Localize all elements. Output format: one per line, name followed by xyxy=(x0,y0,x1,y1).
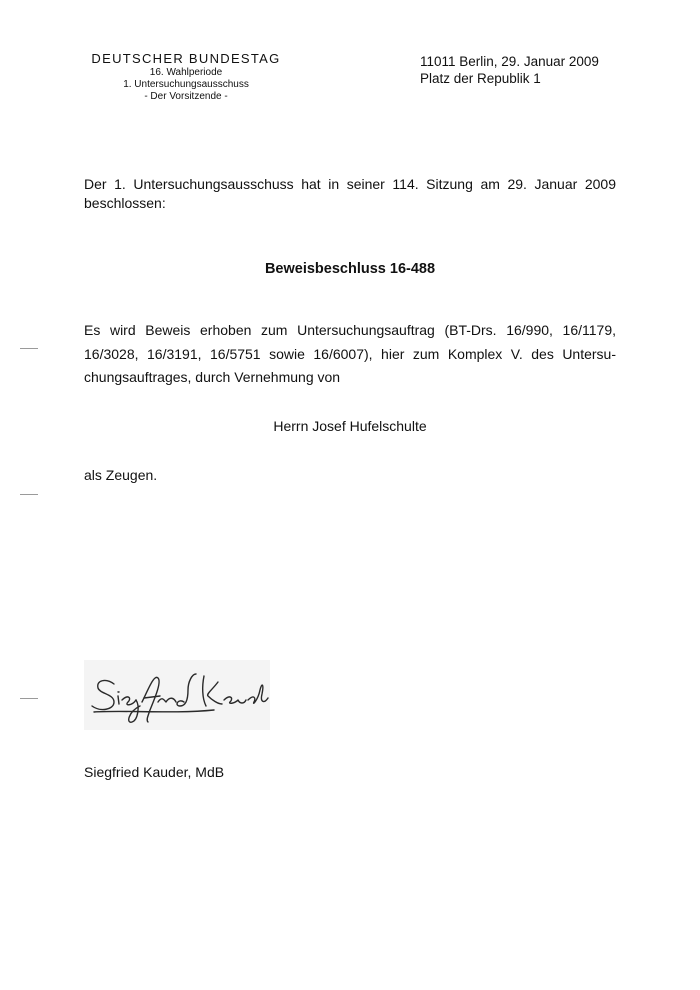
witness-name: Herrn Josef Hufelschulte xyxy=(273,418,427,434)
signature-drawing xyxy=(84,660,270,730)
punch-mark-middle xyxy=(20,494,38,495)
address-block xyxy=(420,53,599,87)
city-date: 11011 Berlin, 29. Januar 2009 xyxy=(420,54,599,69)
letterhead-role: - Der Vorsitzende - xyxy=(144,91,228,102)
signatory-name: Siegfried Kauder, MdB xyxy=(84,764,225,780)
intro-line-2: beschlossen: xyxy=(84,195,166,211)
intro-paragraph xyxy=(84,175,616,213)
handwritten-signature xyxy=(84,660,270,730)
intro-line-1: Der 1. Untersuchungsausschuss hat in seiner 114. Sitzung am 29. Januar 2009 xyxy=(84,176,616,192)
punch-mark-top xyxy=(20,348,38,349)
closing-text: als Zeugen. xyxy=(84,467,158,483)
resolution-heading: Beweisbeschluss 16-488 xyxy=(264,261,436,277)
letterhead-title: DEUTSCHER BUNDESTAG xyxy=(91,51,281,66)
body-line-2: 16/3028, 16/3191, 16/5751 sowie 16/6007), hier zum Komplex V. des Untersu- xyxy=(84,345,616,362)
body-line-1: Es wird Beweis erhoben zum Untersuchungsauftrag (BT-Drs. 16/990, 16/1179, xyxy=(84,322,616,338)
letterhead-committee: 1. Untersuchungsausschuss xyxy=(123,79,249,90)
street-address: Platz der Republik 1 xyxy=(420,71,541,86)
body-line-3: chungsauftrages, durch Vernehmung von xyxy=(84,369,341,385)
letterhead xyxy=(76,51,296,103)
punch-mark-bottom xyxy=(20,698,38,699)
letterhead-period: 16. Wahlperiode xyxy=(149,67,223,78)
resolution-body xyxy=(84,319,616,390)
